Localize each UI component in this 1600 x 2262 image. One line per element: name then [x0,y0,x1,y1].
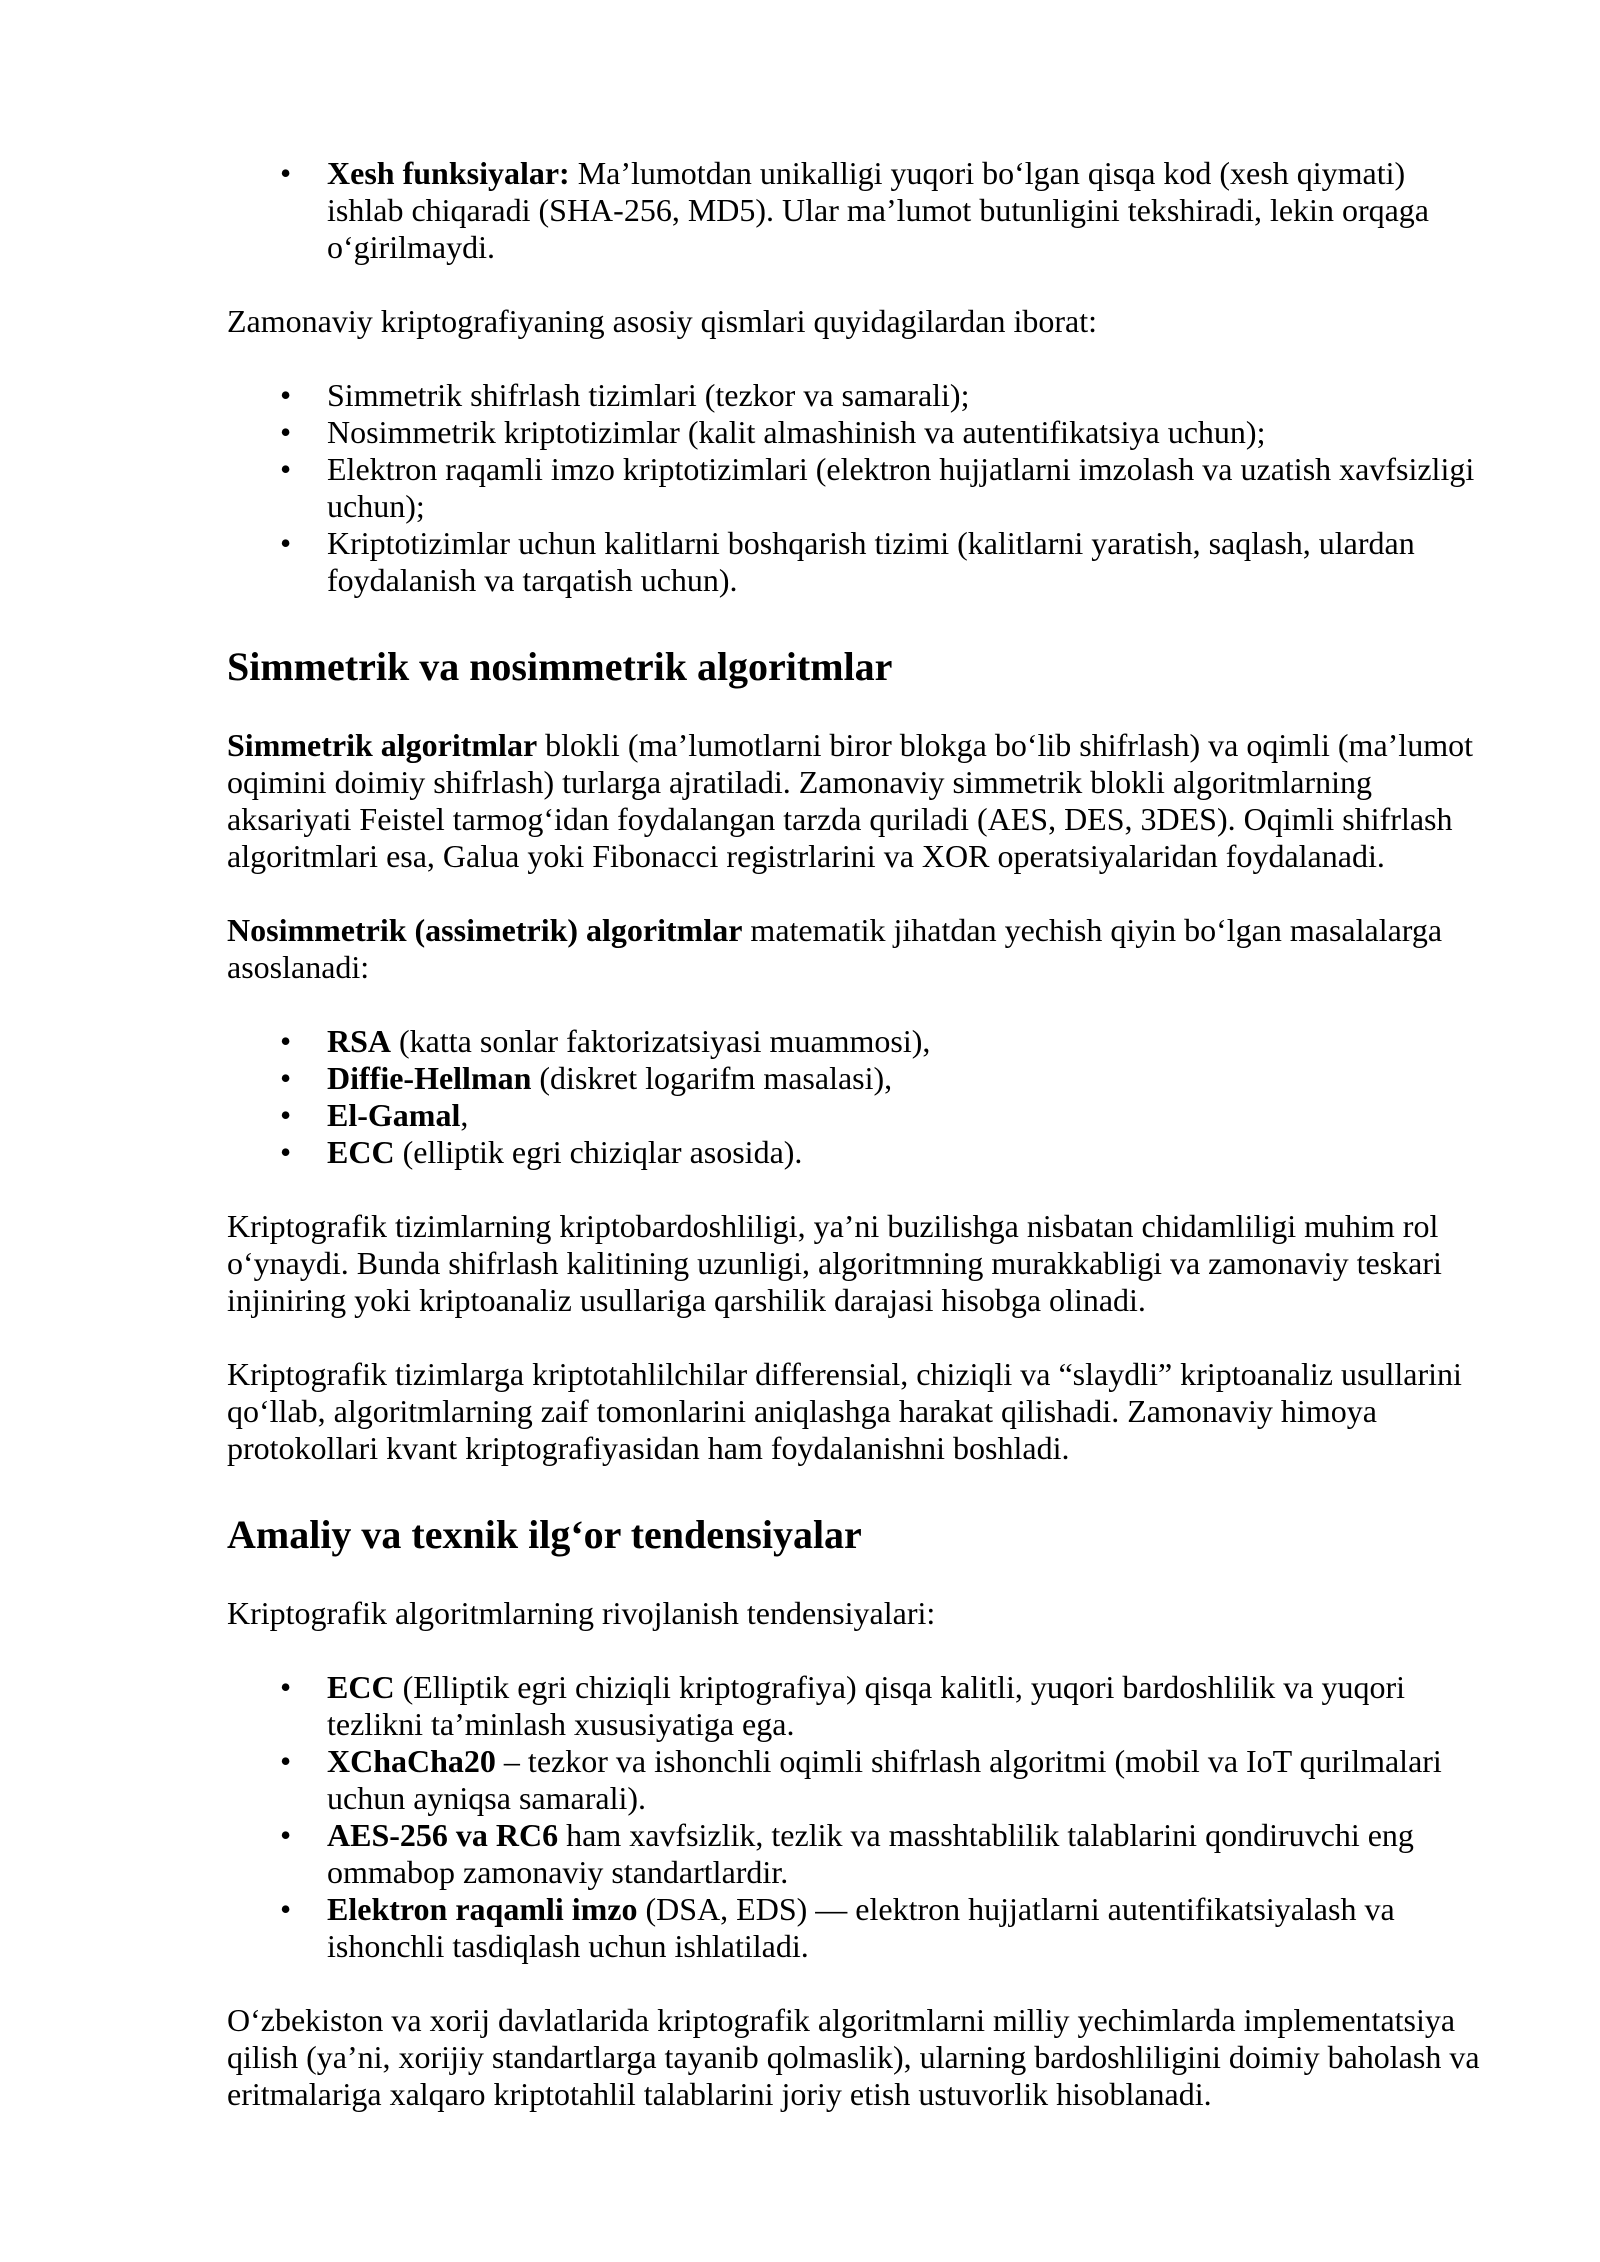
paragraph-strength: Kriptografik tizimlarning kriptobardoshliligi, ya’ni buzilishga nisbatan chidamliligi muhim rol oʻynaydi. Bunda shifrlash kalitining uzunligi, algoritmning murakkabligi va zamonaviy teskari injiniring yoki kriptoanaliz usullariga qarshilik darajasi hisobga olinadi. [227,1208,1442,1318]
asymmetric-algorithms-list [227,1023,1480,1171]
list-item-lead: ECC [327,1669,395,1705]
paragraph-cryptanalysis: Kriptografik tizimlarga kriptotahlilchilar differensial, chiziqli va “slaydli” kriptoanaliz usullarini qoʻllab, algoritmlarning zaif tomonlarini aniqlashga harakat qilishadi. Zamonaviy himoya protokollari kvant kriptografiyasidan ham foydalanishni boshladi. [227,1356,1462,1466]
heading-symmetric-asymmetric: Simmetrik va nosimmetrik algoritmlar [227,644,893,689]
list-item-text: (elliptik egri chiziqlar asosida). [394,1134,803,1170]
heading-trends: Amaliy va texnik ilgʻor tendensiyalar [227,1512,862,1557]
list-item-text: Nosimmetrik kriptotizimlar (kalit almashinish va autentifikatsiya uchun); [327,414,1266,450]
paragraph-uzbekistan: Oʻzbekiston va xorij davlatlarida kriptografik algoritmlarni milliy yechimlarda implementatsiya qilish (ya’ni, xorijiy standartlarga tayanib qolmaslik), ularning bardoshliligini doimiy baholash va eritmalariga xalqaro kriptotahlil talablarini joriy etish ustuvorlik hisoblanadi. [227,2002,1480,2112]
list-item [227,451,1480,525]
paragraph-asymmetric [227,912,1480,986]
paragraph-lead: Simmetrik algoritmlar [227,727,538,763]
list-item [227,1023,1480,1060]
list-item-text: (Elliptik egri chiziqli kriptografiya) qisqa kalitli, yuqori bardoshlilik va yuqori tezlikni ta’minlash xususiyatiga ega. [327,1669,1406,1742]
paragraph-lead: Nosimmetrik (assimetrik) algoritmlar [227,912,743,948]
list-item-text: – tezkor va ishonchli oqimli shifrlash algoritmi (mobil va IoT qurilmalari uchun ayniqsa samarali). [327,1743,1442,1816]
list-item-text: (DSA, EDS) — elektron hujjatlarni autentifikatsiyalash va ishonchli tasdiqlash uchun ishlatiladi. [327,1891,1395,1964]
list-item [227,1669,1480,1743]
list-item-text: , [460,1097,469,1133]
list-item [227,525,1480,599]
list-item [227,1134,1480,1171]
list-item-text: ham xavfsizlik, tezlik va masshtablilik talablarini qondiruvchi eng ommabop zamonaviy standartlardir. [327,1817,1414,1890]
paragraph-symmetric [227,727,1480,875]
paragraph-text: matematik jihatdan yechish qiyin boʻlgan masalalarga asoslanadi: [227,912,1443,985]
list-item-lead: XChaCha20 [327,1743,496,1779]
list-item [227,1060,1480,1097]
list-item-text: Simmetrik shifrlash tizimlari (tezkor va samarali); [327,377,970,413]
list-item [227,1891,1480,1965]
list-item-text: (katta sonlar faktorizatsiyasi muammosi), [391,1023,931,1059]
hash-functions-list [227,155,1480,266]
paragraph-text: blokli (ma’lumotlarni biror blokga boʻlib shifrlash) va oqimli (ma’lumot oqimini doimiy shifrlash) turlarga ajratiladi. Zamonaviy simmetrik blokli algoritmlarning aksariyati Feistel tarmogʻidan foydalangan tarzda quriladi (AES, DES, 3DES). Oqimli shifrlash algoritmlari esa, Galua yoki Fibonacci registrlarini va XOR operatsiyalaridan foydalanadi. [227,727,1473,874]
list-item [227,1817,1480,1891]
list-item-lead: AES-256 va RC6 [327,1817,559,1853]
crypto-components-list [227,377,1480,599]
paragraph-components-intro: Zamonaviy kriptografiyaning asosiy qismlari quyidagilardan iborat: [227,303,1098,339]
list-item-lead: ECC [327,1134,395,1170]
list-item-lead: Diffie-Hellman [327,1060,532,1096]
list-item-lead: Elektron raqamli imzo [327,1891,638,1927]
list-item [227,1743,1480,1817]
list-item-text: (diskret logarifm masalasi), [531,1060,893,1096]
list-item-text: Elektron raqamli imzo kriptotizimlari (elektron hujjatlarni imzolash va uzatish xavfsizligi uchun); [327,451,1475,524]
list-item-lead: RSA [327,1023,392,1059]
list-item [227,414,1480,451]
list-item-text: Kriptotizimlar uchun kalitlarni boshqarish tizimi (kalitlarni yaratish, saqlash, ulardan foydalanish va tarqatish uchun). [327,525,1415,598]
list-item [227,377,1480,414]
list-item [227,155,1480,266]
trends-list [227,1669,1480,1965]
list-item-lead: El-Gamal [327,1097,461,1133]
list-item-lead: Xesh funksiyalar: [327,155,570,191]
list-item [227,1097,1480,1134]
paragraph-trends-intro: Kriptografik algoritmlarning rivojlanish tendensiyalari: [227,1595,936,1631]
list-item-text: Ma’lumotdan unikalligi yuqori boʻlgan qisqa kod (xesh qiymati) ishlab chiqaradi (SHA-256, MD5). Ular ma’lumot butunligini tekshiradi, lekin orqaga oʻgirilmaydi. [327,155,1429,265]
